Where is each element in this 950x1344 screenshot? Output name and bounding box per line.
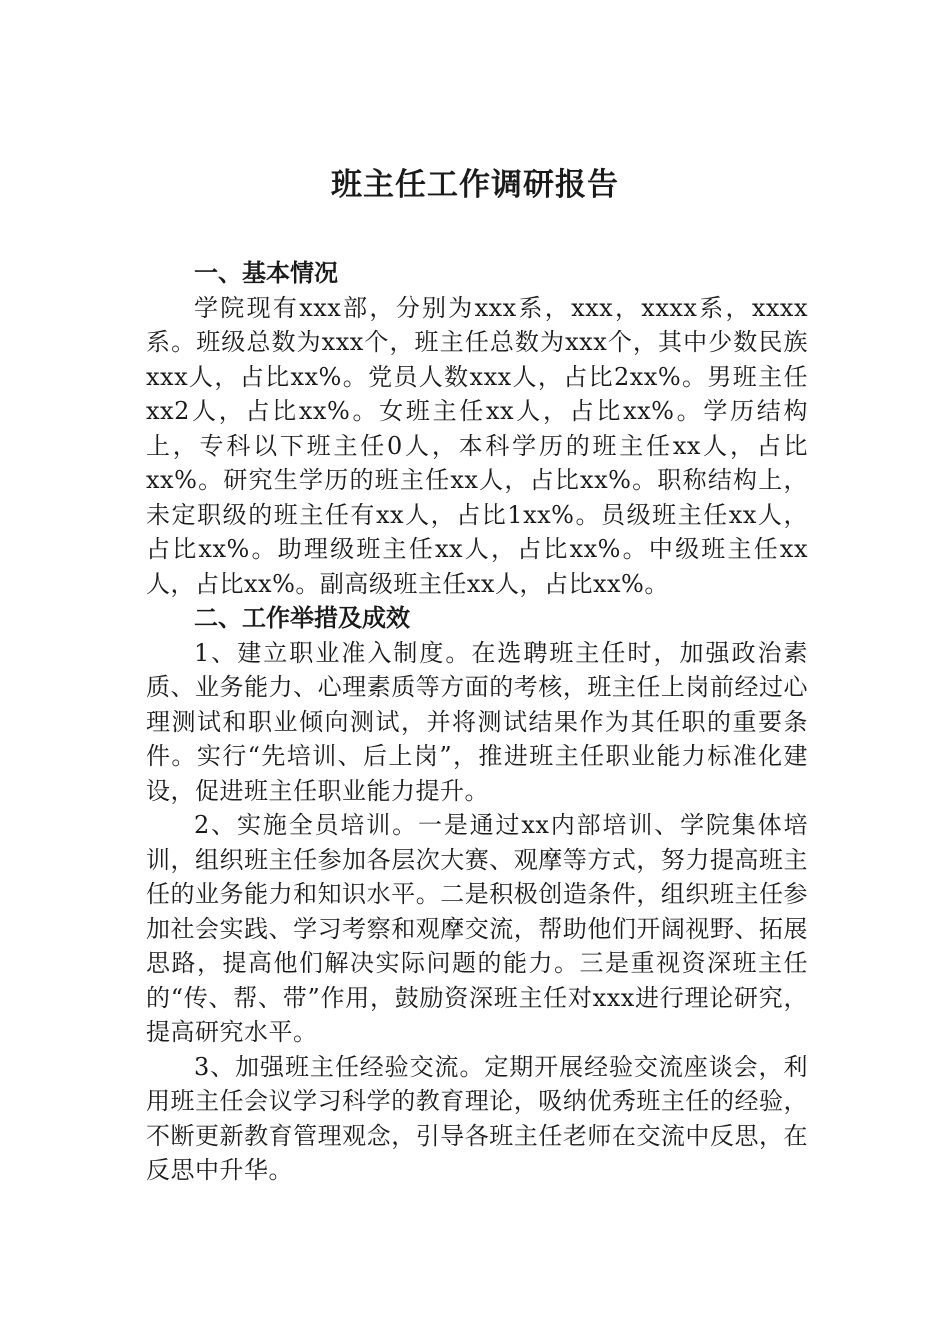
section-heading-measures: 二、工作举措及成效 [194, 604, 410, 632]
paragraph-measure-3: 3、加强班主任经验交流。定期开展经验交流座谈会，利用班主任会议学习科学的教育理论，吸纳优秀班主任的经验，不断更新教育管理观念，引导各班主任老师在交流中反思，在反思中升华。 [146, 1052, 808, 1184]
paragraph-basic-info: 学院现有xxx部，分别为xxx系，xxx，xxxx系，xxxx系。班级总数为xxx个，班主任总数为xxx个，其中少数民族xxx人，占比xx%。党员人数xxx人，占比2xx%。男班主任xx2人，占比xx%。女班主任xx人，占比xx%。学历结构上，专科以下班主任0人，本科学历的班主任xx人，占比xx%。研究生学历的班主任xx人，占比xx%。职称结构上，未定职级的班主任有xx人，占比1xx%。员级班主任xx人，占比xx%。助理级班主任xx人，占比xx%。中级班主任xx人，占比xx%。副高级班主任xx人，占比xx%。 [146, 293, 808, 598]
document-body [146, 256, 808, 1188]
paragraph-measure-2: 2、实施全员培训。一是通过xx内部培训、学院集体培训，组织班主任参加各层次大赛、观摩等方式，努力提高班主任的业务能力和知识水平。二是积极创造条件，组织班主任参加社会实践、学习考察和观摩交流，帮助他们开阔视野、拓展思路，提高他们解决实际问题的能力。三是重视资深班主任的“传、帮、带”作用，鼓励资深班主任对xxx进行理论研究，提高研究水平。 [146, 811, 808, 1046]
paragraph-measure-1: 1、建立职业准入制度。在选聘班主任时，加强政治素质、业务能力、心理素质等方面的考核，班主任上岗前经过心理测试和职业倾向测试，并将测试结果作为其任职的重要条件。实行“先培训、后上岗”，推进班主任职业能力标准化建设，促进班主任职业能力提升。 [146, 638, 808, 805]
section-heading-basic-info: 一、基本情况 [194, 259, 338, 287]
document-title: 班主任工作调研报告 [331, 167, 619, 203]
